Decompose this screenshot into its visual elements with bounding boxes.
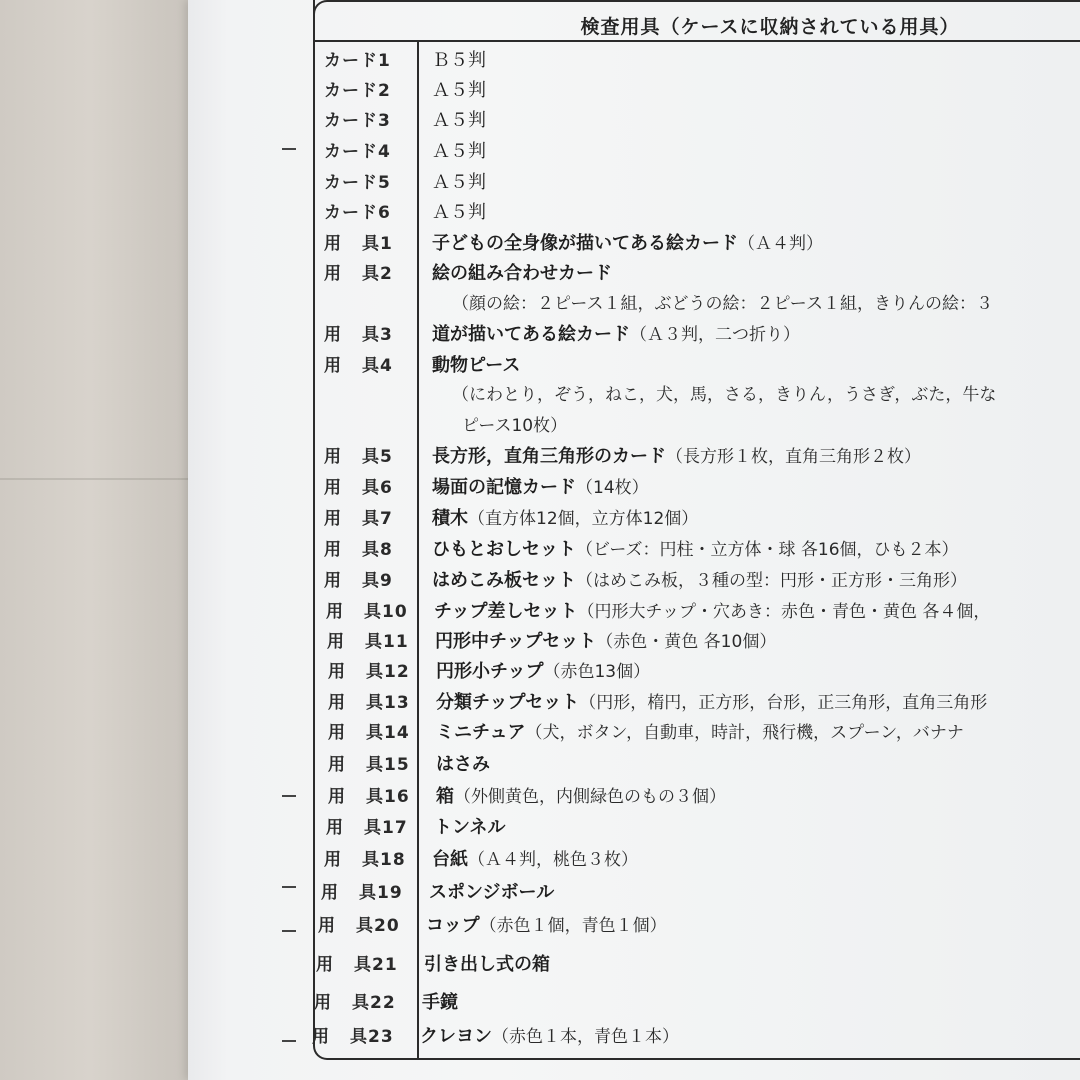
table-row xyxy=(302,813,1080,843)
table-row xyxy=(292,950,1072,980)
item-name: Ａ５判 xyxy=(432,110,486,131)
tool4-detail: （にわとり，ぞう，ねこ，犬，馬，さる，きりん，うさぎ，ぶた，牛な xyxy=(452,385,997,405)
item-label xyxy=(328,657,420,682)
table-row xyxy=(300,845,1080,875)
item-label xyxy=(324,137,416,162)
item-label-number: 具1 xyxy=(362,234,393,254)
table-row xyxy=(300,504,1080,534)
item-label xyxy=(314,988,406,1013)
item-note: （Ａ４判） xyxy=(738,234,823,254)
item-name: 手鏡 xyxy=(422,992,458,1013)
item-label-prefix: 用 xyxy=(312,1027,330,1047)
item-label-number: 具2 xyxy=(362,264,393,284)
item-label-number: 具12 xyxy=(366,662,410,682)
item-label-prefix: 用 xyxy=(324,850,342,870)
item-note: （はめこみ板，３種の型：円形・正方形・三角形） xyxy=(576,571,967,591)
item-description xyxy=(434,597,990,623)
item-label xyxy=(316,950,408,975)
table-row xyxy=(294,911,1074,941)
item-note: （円形，楕円，正方形，台形，正三角形，直角三角形 xyxy=(579,693,988,713)
item-label-text: カード5 xyxy=(324,173,391,193)
item-description xyxy=(434,813,505,839)
item-description xyxy=(429,878,554,904)
item-note: （円形大チップ・穴あき：赤色・青色・黄色 各４個， xyxy=(577,602,991,622)
item-label xyxy=(328,782,420,807)
table-row xyxy=(300,106,1080,136)
item-label-prefix: 用 xyxy=(324,325,342,345)
item-label-text: カード1 xyxy=(324,51,391,71)
item-label-number: 具5 xyxy=(362,447,393,467)
item-label-number: 具13 xyxy=(366,693,410,713)
table-row xyxy=(288,1022,1068,1052)
item-description xyxy=(435,627,776,653)
item-label-number: 具14 xyxy=(366,723,410,743)
table-row xyxy=(304,750,1080,780)
item-description xyxy=(432,504,698,530)
item-label-prefix: 用 xyxy=(316,955,334,975)
item-label-number: 具21 xyxy=(354,955,398,975)
item-label-prefix: 用 xyxy=(324,540,342,560)
item-name: 長方形，直角三角形のカード xyxy=(432,446,666,467)
item-description xyxy=(432,566,967,592)
item-label-prefix: 用 xyxy=(326,818,344,838)
item-description xyxy=(436,657,650,683)
item-description xyxy=(432,351,520,377)
item-label-prefix: 用 xyxy=(324,356,342,376)
item-description xyxy=(432,46,486,72)
item-name: 円形中チップセット xyxy=(435,631,597,652)
item-description xyxy=(432,198,486,224)
table-row xyxy=(297,878,1077,908)
pen-tick xyxy=(282,886,296,888)
table-row xyxy=(303,627,1080,657)
table-row xyxy=(300,442,1080,472)
item-description xyxy=(432,442,921,468)
item-label-number: 具16 xyxy=(366,787,410,807)
item-label-number: 具22 xyxy=(352,993,396,1013)
item-label xyxy=(324,566,416,591)
tool2-detail: （顔の絵：２ピース１組，ぶどうの絵：２ピース１組，きりんの絵：３ xyxy=(452,294,993,314)
item-label xyxy=(324,106,416,131)
item-name: 道が描いてある絵カード xyxy=(432,324,630,345)
item-label-number: 具3 xyxy=(362,325,393,345)
item-description xyxy=(432,76,486,102)
table-row xyxy=(304,718,1080,748)
item-label xyxy=(312,1022,404,1047)
item-label xyxy=(324,76,416,101)
item-name: Ａ５判 xyxy=(432,80,486,101)
table-row xyxy=(304,657,1080,687)
table-title: 検査用具（ケースに収納されている用具） xyxy=(580,16,960,38)
pen-tick xyxy=(282,795,296,797)
item-description xyxy=(436,782,726,808)
item-label xyxy=(324,535,416,560)
item-label xyxy=(324,351,416,376)
item-description xyxy=(432,320,800,346)
item-label-prefix: 用 xyxy=(314,993,332,1013)
header-divider xyxy=(315,40,1080,42)
item-label-number: 具19 xyxy=(359,883,403,903)
item-label-number: 具8 xyxy=(362,540,393,560)
pen-tick xyxy=(282,1040,296,1042)
item-label-number: 具15 xyxy=(366,755,410,775)
item-label-number: 具18 xyxy=(362,850,406,870)
item-label xyxy=(324,259,416,284)
item-label-text: カード2 xyxy=(324,81,391,101)
item-label xyxy=(328,688,420,713)
item-name: 円形小チップ xyxy=(436,661,544,682)
item-name: 場面の記憶カード xyxy=(432,477,576,498)
item-name: Ｂ５判 xyxy=(432,50,486,71)
item-description xyxy=(436,718,964,744)
item-note: （赤色１本，青色１本） xyxy=(492,1027,679,1047)
item-label xyxy=(324,473,416,498)
item-label-number: 具20 xyxy=(356,916,400,936)
item-label xyxy=(324,229,416,254)
item-label xyxy=(324,46,416,71)
item-label-number: 具7 xyxy=(362,509,393,529)
item-label-prefix: 用 xyxy=(328,662,346,682)
item-description xyxy=(432,535,959,561)
item-label-prefix: 用 xyxy=(324,264,342,284)
table-row xyxy=(300,473,1080,503)
item-label xyxy=(321,878,413,903)
item-label xyxy=(326,597,418,622)
pen-tick xyxy=(282,148,296,150)
item-note: （14枚） xyxy=(576,478,649,498)
item-name: ひもとおしセット xyxy=(432,539,576,560)
table-row xyxy=(304,782,1080,812)
item-label-prefix: 用 xyxy=(324,234,342,254)
item-name: コップ xyxy=(426,915,480,936)
table-row xyxy=(300,320,1080,350)
item-name: 分類チップセット xyxy=(436,692,580,713)
table-row xyxy=(300,76,1080,106)
item-description xyxy=(432,106,486,132)
item-label xyxy=(328,750,420,775)
item-name: スポンジボール xyxy=(429,882,555,903)
item-name: 引き出し式の箱 xyxy=(424,954,550,975)
item-name: 箱 xyxy=(436,786,454,807)
table-row xyxy=(300,198,1080,228)
item-note: （赤色１個，青色１個） xyxy=(479,916,667,936)
item-note: （犬，ボタン，自動車，時計，飛行機，スプーン，バナナ xyxy=(525,723,964,743)
item-description xyxy=(424,950,550,976)
item-label-text: カード6 xyxy=(324,203,391,223)
item-description xyxy=(432,137,486,163)
tool4-count: ピース10枚） xyxy=(462,416,568,436)
item-label-prefix: 用 xyxy=(328,787,346,807)
item-label xyxy=(324,442,416,467)
item-label-prefix: 用 xyxy=(324,509,342,529)
item-label-prefix: 用 xyxy=(324,447,342,467)
item-note: （直方体12個，立方体12個） xyxy=(468,509,699,529)
item-note: （赤色・黄色 各10個） xyxy=(596,632,777,652)
item-description xyxy=(420,1022,679,1048)
item-description xyxy=(432,168,486,194)
item-name: はさみ xyxy=(436,754,490,775)
table-row xyxy=(300,566,1080,596)
item-label xyxy=(327,627,419,652)
item-label xyxy=(318,911,410,936)
item-name: チップ差しセット xyxy=(434,601,578,622)
table-row xyxy=(300,535,1080,565)
floor-seam xyxy=(0,478,200,480)
item-description xyxy=(436,750,490,776)
table-row xyxy=(300,229,1080,259)
table-row xyxy=(300,137,1080,167)
item-label-prefix: 用 xyxy=(328,723,346,743)
table-row xyxy=(304,688,1080,718)
item-note: （長方形１枚，直角三角形２枚） xyxy=(666,447,921,467)
pen-tick xyxy=(282,930,296,932)
item-name: 積木 xyxy=(432,508,468,529)
item-name: ミニチュア xyxy=(436,722,526,743)
table-row xyxy=(300,351,1080,381)
item-label-number: 具23 xyxy=(350,1027,394,1047)
item-label-number: 具9 xyxy=(362,571,393,591)
item-label xyxy=(328,718,420,743)
item-label-text: カード4 xyxy=(324,142,391,162)
table-row xyxy=(300,259,1080,289)
item-name: Ａ５判 xyxy=(432,172,486,193)
item-label-prefix: 用 xyxy=(328,755,346,775)
table-row xyxy=(300,168,1080,198)
item-label-number: 具17 xyxy=(364,818,408,838)
table-row xyxy=(300,46,1080,76)
item-label-text: カード3 xyxy=(324,111,391,131)
item-name: クレヨン xyxy=(420,1026,492,1047)
item-label-number: 具10 xyxy=(364,602,408,622)
item-name: 子どもの全身像が描いてある絵カード xyxy=(432,233,738,254)
item-label xyxy=(326,813,418,838)
item-description xyxy=(436,688,987,714)
item-description xyxy=(432,259,612,285)
item-label-number: 具11 xyxy=(365,632,409,652)
item-label xyxy=(324,320,416,345)
item-label-prefix: 用 xyxy=(324,571,342,591)
item-label-prefix: 用 xyxy=(326,602,344,622)
item-description xyxy=(432,473,649,499)
item-note: （ビーズ：円柱・立方体・球 各16個，ひも２本） xyxy=(576,540,959,560)
item-label-prefix: 用 xyxy=(321,883,339,903)
item-label-prefix: 用 xyxy=(318,916,336,936)
item-note: （外側黄色，内側緑色のもの３個） xyxy=(454,787,726,807)
item-name: 台紙 xyxy=(432,849,468,870)
item-label-number: 具4 xyxy=(362,356,393,376)
item-name: 動物ピース xyxy=(432,355,521,376)
item-label xyxy=(324,504,416,529)
item-label-prefix: 用 xyxy=(328,693,346,713)
item-name: Ａ５判 xyxy=(432,202,486,223)
item-label xyxy=(324,845,416,870)
item-note: （赤色13個） xyxy=(543,662,651,682)
item-name: はめこみ板セット xyxy=(432,570,576,591)
item-description xyxy=(426,911,667,937)
item-label-number: 具6 xyxy=(362,478,393,498)
item-note: （Ａ４判，桃色３枚） xyxy=(468,850,638,870)
item-label-prefix: 用 xyxy=(327,632,345,652)
item-label-prefix: 用 xyxy=(324,478,342,498)
item-description xyxy=(432,229,823,255)
item-note: （Ａ３判，二つ折り） xyxy=(630,325,800,345)
item-label xyxy=(324,168,416,193)
table-row xyxy=(290,988,1070,1018)
item-label xyxy=(324,198,416,223)
item-name: トンネル xyxy=(434,817,506,838)
item-description xyxy=(432,845,638,871)
item-description xyxy=(422,988,458,1014)
item-name: 絵の組み合わせカード xyxy=(432,263,612,284)
table-row xyxy=(302,597,1080,627)
item-name: Ａ５判 xyxy=(432,141,486,162)
